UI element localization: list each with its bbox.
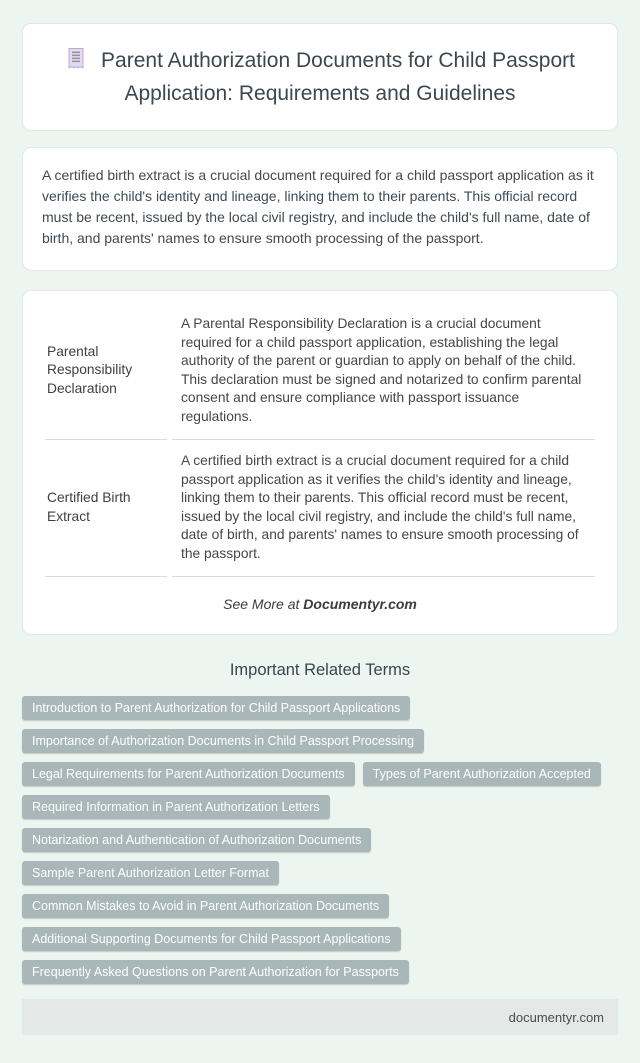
receipt-icon <box>65 47 87 79</box>
table-row <box>45 440 595 577</box>
page-title-text: Parent Authorization Documents for Child Passport Application: Requirements and Guidelines <box>101 49 575 105</box>
see-more-site: Documentyr.com <box>303 596 417 612</box>
tag-common-mistakes[interactable]: Common Mistakes to Avoid in Parent Authorization Documents <box>22 894 389 918</box>
tag-frequently-asked-questions[interactable]: Frequently Asked Questions on Parent Authorization for Passports <box>22 960 409 984</box>
definitions-card <box>22 290 618 635</box>
see-more-line <box>40 577 600 618</box>
definitions-table <box>40 303 600 577</box>
tag-additional-supporting-documents[interactable]: Additional Supporting Documents for Child Passport Applications <box>22 927 401 951</box>
tag-required-information[interactable]: Required Information in Parent Authorization Letters <box>22 795 330 819</box>
related-terms-heading: Important Related Terms <box>229 661 411 679</box>
table-row <box>45 303 595 440</box>
page-title <box>49 46 591 108</box>
intro-card <box>22 147 618 271</box>
tag-sample-letter-format[interactable]: Sample Parent Authorization Letter Format <box>22 861 279 885</box>
related-terms-tags <box>22 696 618 984</box>
tag-importance-authorization-documents[interactable]: Importance of Authorization Documents in Child Passport Processing <box>22 729 424 753</box>
header-card <box>22 23 618 131</box>
definition-cell: A certified birth extract is a crucial document required for a child passport application as it verifies the child's identity and lineage, linking them to their parents. This official record must be recent, issued by the local civil registry, and include the child's full name, date of birth, and parents' names to ensure smooth processing of the passport. <box>172 440 595 577</box>
intro-paragraph: A certified birth extract is a crucial document required for a child passport application as it verifies the child's identity and lineage, linking them to their parents. This official record must be recent, issued by the local civil registry, and include the child's full name, date of birth, and parents' names to ensure smooth processing of the passport. <box>42 167 594 246</box>
footer-site-label: documentyr.com <box>508 1009 604 1025</box>
tag-legal-requirements[interactable]: Legal Requirements for Parent Authorization Documents <box>22 762 355 786</box>
see-more-prefix: See More at <box>223 596 304 612</box>
footer-bar <box>22 999 618 1035</box>
tag-notarization-authentication[interactable]: Notarization and Authentication of Authorization Documents <box>22 828 371 852</box>
tag-introduction-parent-authorization[interactable]: Introduction to Parent Authorization for Child Passport Applications <box>22 696 410 720</box>
definition-cell: A Parental Responsibility Declaration is a crucial document required for a child passport application, establishing the legal authority of the parent or guardian to apply on behalf of the child. This declaration must be signed and notarized to confirm parental consent and ensure compliance with passport issuance regulations. <box>172 303 595 440</box>
tag-types-accepted[interactable]: Types of Parent Authorization Accepted <box>363 762 601 786</box>
term-cell: Certified Birth Extract <box>45 440 167 577</box>
term-cell: Parental Responsibility Declaration <box>45 303 167 440</box>
